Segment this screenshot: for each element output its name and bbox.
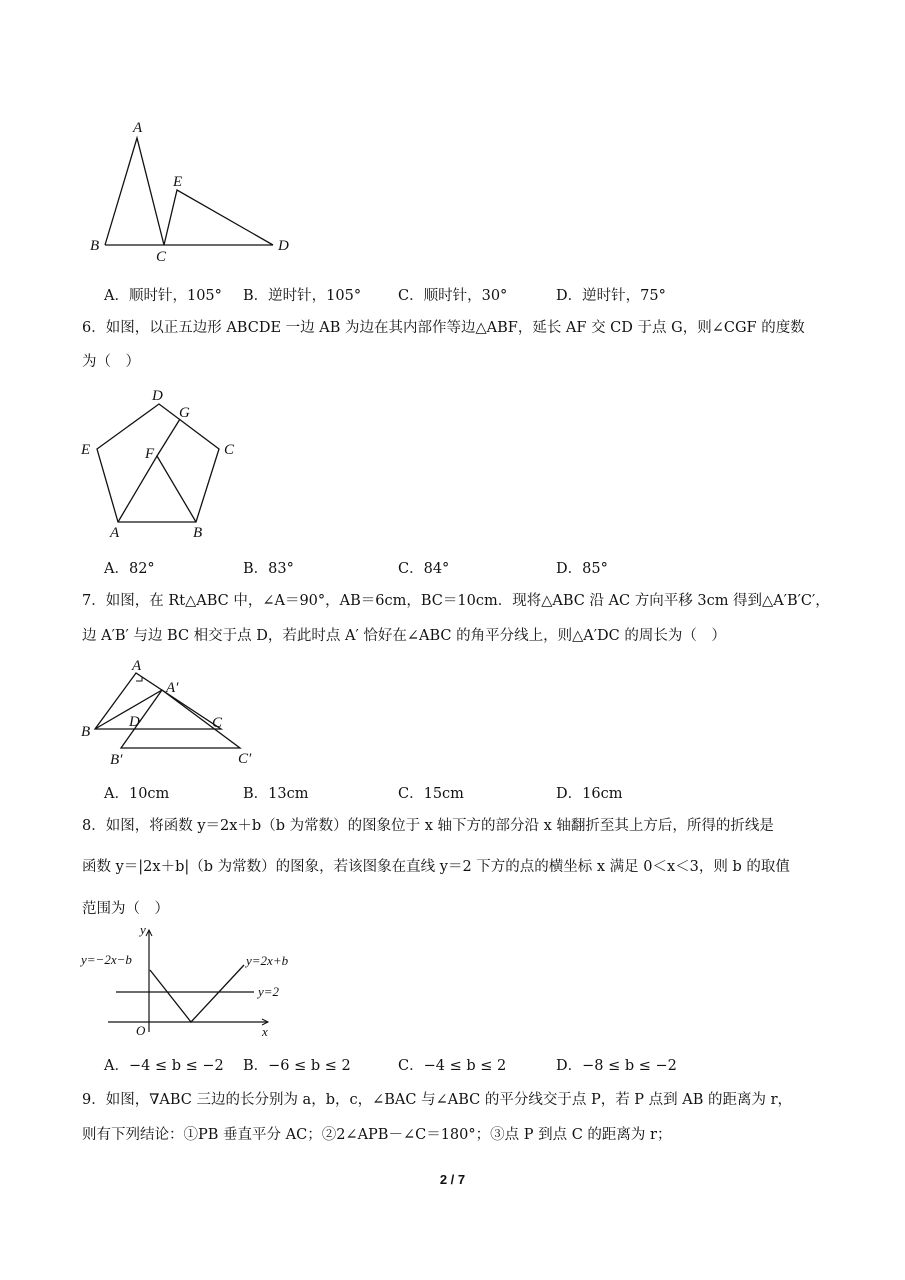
q7-label-b: B	[81, 724, 91, 740]
q7-option-d: D．16cm	[556, 786, 623, 802]
q6-label-e: E	[81, 442, 91, 458]
q6-stem-line2: 为（ ）	[82, 354, 140, 370]
q9-stem-line2: 则有下列结论：①PB 垂直平分 AC；②2∠APB－∠C＝180°；③点 P 到点 C 的距离为 r；	[82, 1127, 672, 1143]
q8-option-d: D．−8 ≤ b ≤ −2	[556, 1058, 677, 1074]
q7-label-c: C	[212, 715, 223, 731]
q7-label-b1: B′	[110, 752, 123, 768]
q6-segment-fg	[157, 419, 180, 456]
q6-pentagon-figure	[78, 384, 258, 544]
q7-label-d: D	[129, 714, 140, 730]
q6-stem-line1: 6．如图，以正五边形 ABCDE 一边 AB 为边在其内部作等边△ABF，延长 AF 交 CD 于点 G，则∠CGF 的度数	[82, 320, 805, 336]
q6-label-g: G	[179, 405, 190, 421]
q7-option-c: C．15cm	[398, 786, 464, 802]
q8-folded-graph	[150, 965, 244, 1022]
q7-option-a: A．10cm	[104, 786, 170, 802]
q8-stem-line1: 8．如图，将函数 y＝2x＋b（b 为常数）的图象位于 x 轴下方的部分沿 x 轴翻折至其上方后，所得的折线是	[82, 818, 774, 834]
q6-pentagon	[97, 404, 219, 522]
q8-label-origin: O	[136, 1023, 146, 1038]
q5-option-d: D．逆时针，75°	[556, 288, 666, 304]
q6-label-b: B	[193, 525, 203, 541]
q5-label-c: C	[156, 249, 167, 265]
q5-figure	[80, 112, 310, 272]
q6-label-d: D	[152, 388, 163, 404]
q5-label-d: D	[278, 238, 289, 254]
q7-stem-line2: 边 A′B′ 与边 BC 相交于点 D，若此时点 A′ 恰好在∠ABC 的角平分线上，则△A′DC 的周长为（ ）	[82, 628, 726, 644]
q8-label-left-line: y=−2x−b	[81, 952, 132, 967]
q6-label-c: C	[224, 442, 235, 458]
q8-stem-line3: 范围为（ ）	[82, 901, 169, 917]
q5-triangle-abc	[105, 138, 164, 245]
q5-option-a: A．顺时针，105°	[104, 288, 222, 304]
q9-stem-line1: 9．如图，∇ABC 三边的长分别为 a，b，c，∠BAC 与∠ABC 的平分线交于点 P，若 P 点到 AB 的距离为 r，	[82, 1092, 793, 1108]
q8-stem-line2: 函数 y＝|2x＋b|（b 为常数）的图象，若该图象在直线 y＝2 下方的点的横坐标 x 满足 0＜x＜3，则 b 的取值	[82, 859, 790, 875]
q5-option-c: C．顺时针，30°	[398, 288, 508, 304]
q6-option-c: C．84°	[398, 561, 450, 577]
q6-label-f: F	[145, 446, 155, 462]
q8-option-a: A．−4 ≤ b ≤ −2	[104, 1058, 224, 1074]
q8-label-y-axis: y	[140, 922, 146, 937]
q5-label-a: A	[133, 120, 143, 136]
q6-label-a: A	[110, 525, 120, 541]
q6-option-a: A．82°	[104, 561, 155, 577]
q8-option-b: B．−6 ≤ b ≤ 2	[243, 1058, 351, 1074]
q8-label-x-axis: x	[262, 1024, 268, 1039]
q7-stem-line1: 7．如图，在 Rt△ABC 中，∠A＝90°，AB＝6cm，BC＝10cm．现将△ABC 沿 AC 方向平移 3cm 得到△A′B′C′，	[82, 593, 830, 609]
q7-right-angle-mark	[136, 677, 142, 681]
q5-triangle-cde	[164, 190, 273, 245]
q5-option-b: B．逆时针，105°	[243, 288, 362, 304]
q7-label-c1: C′	[238, 751, 252, 767]
q7-option-b: B．13cm	[243, 786, 309, 802]
q7-label-a1: A′	[166, 680, 179, 696]
q8-label-right-line: y=2x+b	[246, 953, 289, 968]
q5-label-b: B	[90, 238, 100, 254]
page-number: 2 / 7	[439, 1172, 466, 1187]
q7-label-a: A	[132, 658, 142, 674]
q8-option-c: C．−4 ≤ b ≤ 2	[398, 1058, 507, 1074]
q8-graph-figure	[78, 922, 318, 1042]
q7-translation-figure	[78, 656, 268, 771]
q6-option-b: B．83°	[243, 561, 294, 577]
q5-label-e: E	[173, 174, 183, 190]
q6-option-d: D．85°	[556, 561, 608, 577]
q6-equilateral-triangle	[118, 456, 196, 522]
q8-label-horizontal: y=2	[258, 984, 280, 999]
